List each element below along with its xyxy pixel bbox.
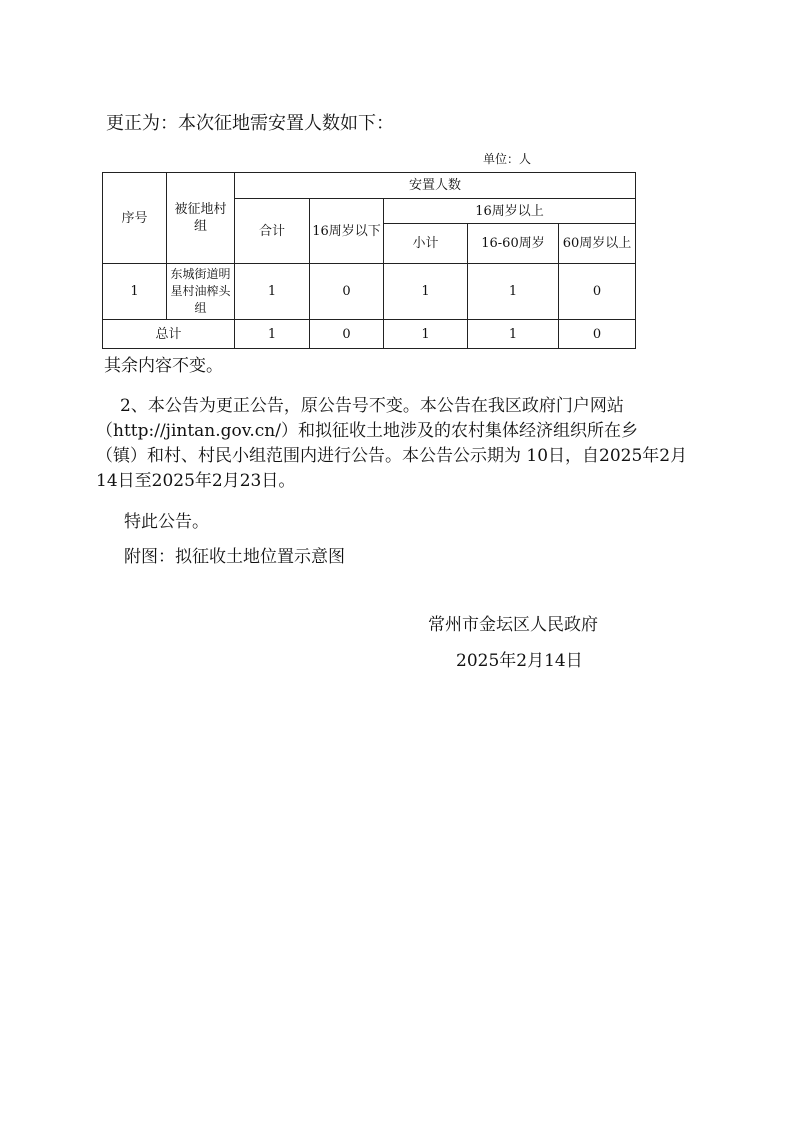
header-over16: 16周岁以上 [384,199,636,224]
sum-under16: 0 [310,320,384,349]
header-under16: 16周岁以下 [310,199,384,264]
signature-org: 常州市金坛区人民政府 [428,615,598,635]
header-total: 合计 [235,199,310,264]
sum-subtotal: 1 [384,320,468,349]
header-resettle: 安置人数 [235,173,636,199]
table-row [103,264,636,320]
row-total: 1 [235,264,310,320]
remaining-note: 其余内容不变。 [104,356,223,376]
header-seq: 序号 [103,173,167,264]
paragraph2-line4: 14日至2025年2月23日。 [96,471,296,491]
row-age16-60: 1 [468,264,559,320]
row-subtotal: 1 [384,264,468,320]
header-subtotal: 小计 [384,224,468,264]
sum-row [103,320,636,349]
signature-date: 2025年2月14日 [456,651,583,671]
sum-age60plus: 0 [559,320,636,349]
resettlement-table [102,172,636,349]
hereby-announce: 特此公告。 [124,512,209,532]
row-under16: 0 [310,264,384,320]
sum-label: 总计 [103,320,235,349]
paragraph2-line3: （镇）和村、村民小组范围内进行公告。本公告公示期为 10日，自2025年2月 [96,446,688,466]
paragraph2-line1: 2、本公告为更正公告，原公告号不变。本公告在我区政府门户网站 [120,396,624,416]
header-village: 被征地村组 [167,173,235,264]
attachment-note: 附图：拟征收土地位置示意图 [124,547,345,567]
header-age60plus: 60周岁以上 [559,224,636,264]
sum-total: 1 [235,320,310,349]
unit-label: 单位：人 [483,152,532,166]
header-age16-60: 16-60周岁 [468,224,559,264]
sum-age16-60: 1 [468,320,559,349]
row-village: 东城街道明星村油榨头组 [167,264,235,320]
row-age60plus: 0 [559,264,636,320]
paragraph2-line2: （http://jintan.gov.cn/）和拟征收土地涉及的农村集体经济组织所在乡 [96,421,638,441]
row-seq: 1 [103,264,167,320]
correction-heading: 更正为：本次征地需安置人数如下： [106,113,394,134]
